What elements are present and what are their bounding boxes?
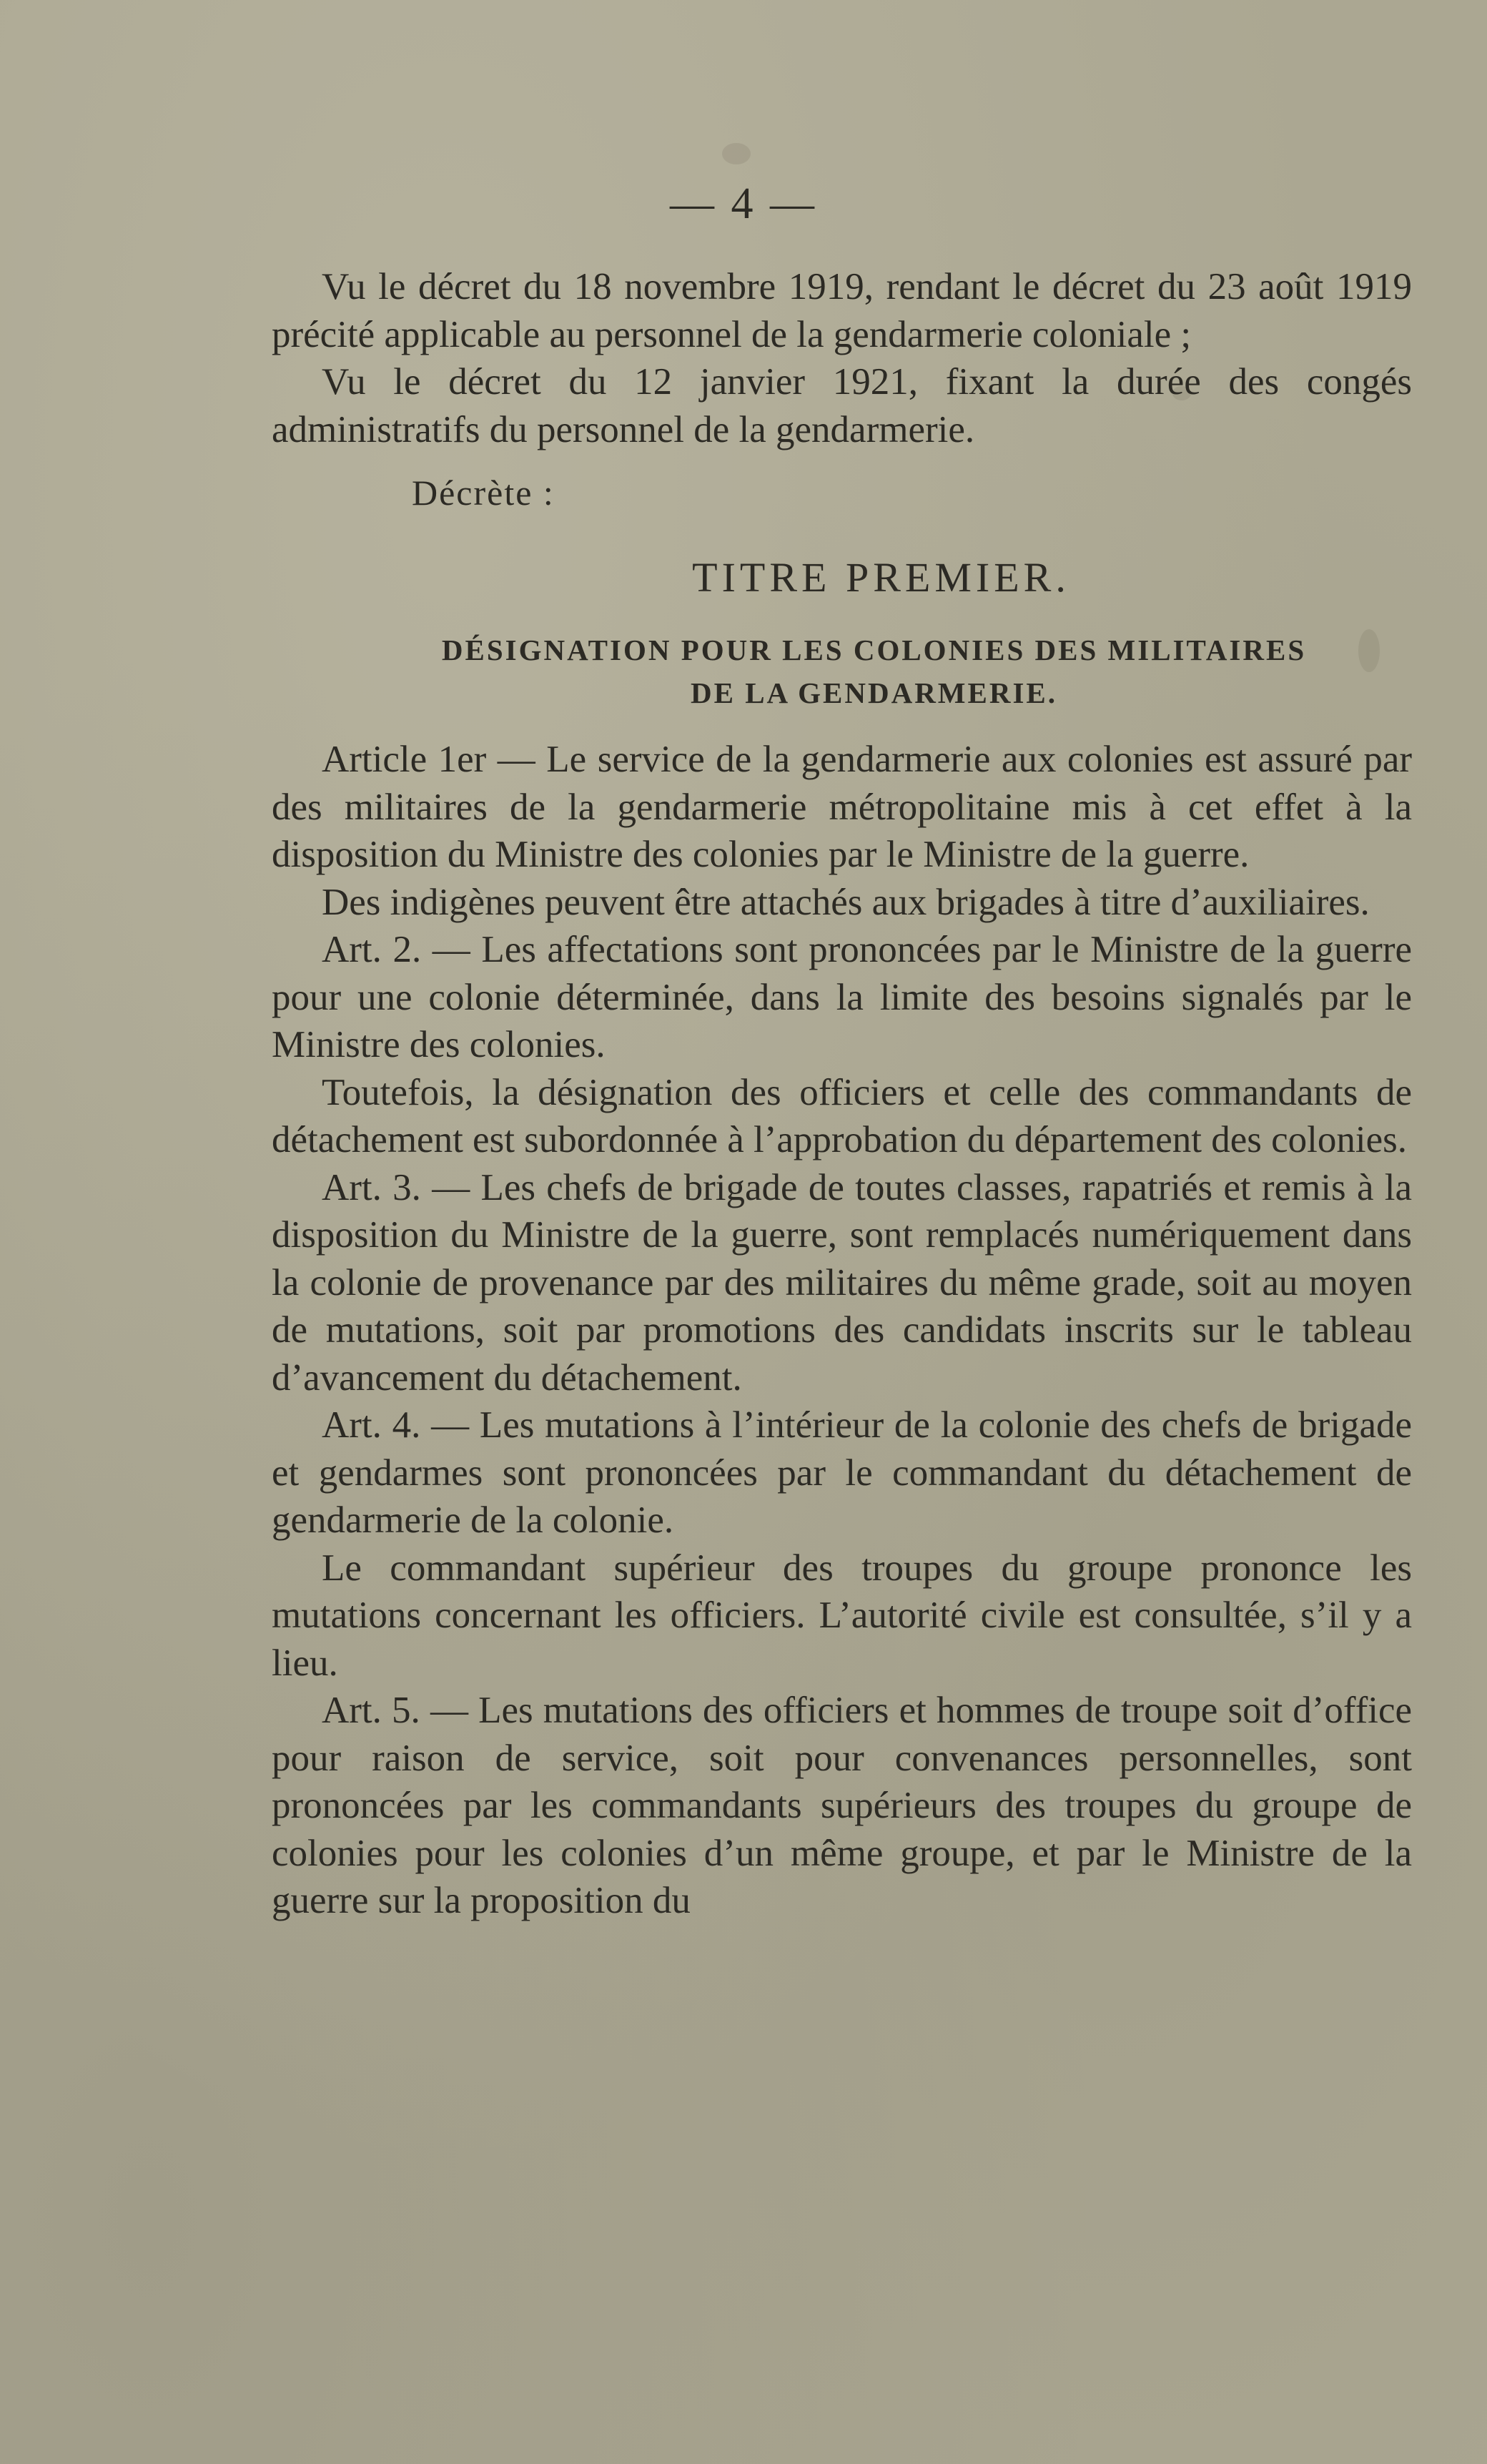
title-heading: TITRE PREMIER.: [692, 553, 1070, 601]
article-1-paragraph-2: Des indigènes peuvent être attachés aux brigades à titre d’auxiliaires.: [322, 881, 1370, 923]
article-4-paragraph-2: Le commandant supérieur des troupes du groupe prononce les mutations concernant les officiers. L’autorité civile est consultée, s’il y a lieu.: [272, 1547, 1412, 1684]
paragraph-vu-decret-1919: Vu le décret du 18 novembre 1919, rendant le décret du 23 août 1919 précité applicable au personnel de la gendarmerie coloniale ;: [272, 266, 1412, 355]
section-heading: [272, 629, 1412, 714]
section-heading-line-2: DE LA GENDARMERIE.: [690, 676, 1058, 709]
article-3: Art. 3. — Les chefs de brigade de toutes classes, rapatriés et remis à la disposition du Ministre de la guerre, sont remplacés numériquement dans la colonie de provenance par des militaires du même grade, soit au moyen de mutations, soit par promotions des candidats inscrits sur le tableau d’avancement du détachement.: [272, 1166, 1412, 1399]
article-5: Art. 5. — Les mutations des officiers et hommes de troupe soit d’office pour raison de service, soit pour convenances personnelles, sont prononcées par les commandants supérieurs des troupes du groupe de colonies pour les colonies d’un même groupe, et par le Ministre de la guerre sur la proposition du: [272, 1690, 1412, 1921]
article-2-paragraph-2: Toutefois, la désignation des officiers et celle des commandants de détachement est subordonnée à l’approbation du département des colonies.: [272, 1071, 1412, 1160]
section-heading-line-1: DÉSIGNATION POUR LES COLONIES DES MILITAIRES: [441, 634, 1307, 666]
paper-stain: [722, 143, 751, 164]
article-4: Art. 4. — Les mutations à l’intérieur de la colonie des chefs de brigade et gendarmes sont prononcées par le commandant du détachement de gendarmerie de la colonie.: [272, 1404, 1412, 1541]
document-body: [272, 263, 1412, 1925]
article-2: Art. 2. — Les affectations sont prononcées par le Ministre de la guerre pour une colonie déterminée, dans la limite des besoins signalés par le Ministre des colonies.: [272, 929, 1412, 1065]
decrete-heading: Décrète :: [412, 473, 555, 513]
page-number: — 4 —: [670, 179, 817, 228]
paragraph-vu-decret-1921: Vu le décret du 12 janvier 1921, fixant la durée des congés administratifs du personnel de la gendarmerie.: [272, 361, 1412, 450]
article-1: Article 1er — Le service de la gendarmerie aux colonies est assuré par des militaires de la gendarmerie métropolitaine mis à cet effet à la disposition du Ministre des colonies par le Ministre de la guerre.: [272, 739, 1412, 875]
